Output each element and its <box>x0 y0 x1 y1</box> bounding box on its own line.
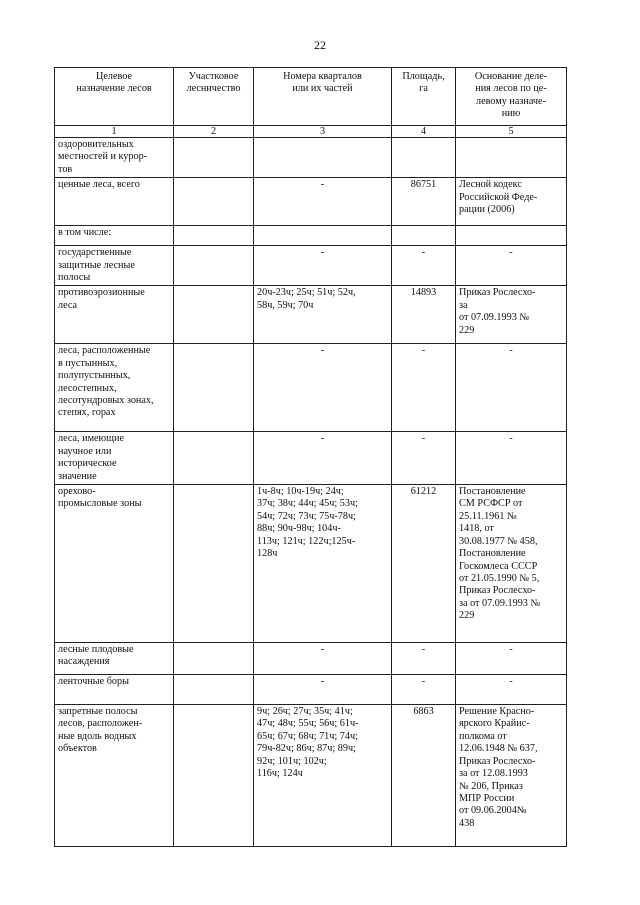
quarters-cell <box>254 178 392 226</box>
table-row <box>55 138 567 178</box>
area-cell-text: - <box>421 644 426 656</box>
header-quarters-text: Номера кварталов или их частей <box>283 71 362 95</box>
basis-cell <box>456 246 567 286</box>
column-number-row <box>55 126 567 138</box>
basis-cell-text: Лесной кодекс Российской Феде- рации (2006) <box>459 179 538 216</box>
quarters-cell-text: - <box>320 644 325 656</box>
table-row <box>55 675 567 705</box>
table-row <box>55 643 567 675</box>
district-cell <box>174 178 254 226</box>
district-cell <box>174 705 254 847</box>
basis-cell-text: Постановление СМ РСФСР от 25.11.1961 № 1418, от 30.08.1977 № 458, Постановление Госкомлеса СССР от 21.05.1990 № 5, Приказ Рослесхо- за от 07.09.1993 № 229 <box>459 486 541 622</box>
purpose-cell-text: леса, имеющие научное или историческое значение <box>58 433 124 482</box>
table-row <box>55 432 567 485</box>
purpose-cell <box>55 178 174 226</box>
area-cell-text: 14893 <box>410 287 437 299</box>
district-cell <box>174 485 254 643</box>
quarters-cell <box>254 705 392 847</box>
area-cell <box>392 246 456 286</box>
quarters-cell <box>254 226 392 246</box>
header-quarters <box>254 68 392 126</box>
purpose-cell <box>55 138 174 178</box>
purpose-cell <box>55 432 174 485</box>
basis-cell <box>456 705 567 847</box>
purpose-cell <box>55 226 174 246</box>
district-cell <box>174 344 254 432</box>
header-purpose <box>55 68 174 126</box>
district-cell <box>174 138 254 178</box>
header-area <box>392 68 456 126</box>
quarters-cell <box>254 432 392 485</box>
basis-cell <box>456 485 567 643</box>
basis-cell <box>456 286 567 344</box>
area-cell <box>392 485 456 643</box>
area-cell-text: 86751 <box>410 179 437 191</box>
area-cell <box>392 344 456 432</box>
purpose-cell <box>55 485 174 643</box>
quarters-cell-text: 20ч-23ч; 25ч; 51ч; 52ч, 58ч, 59ч; 70ч <box>257 287 356 311</box>
area-cell <box>392 226 456 246</box>
basis-cell-text: - <box>509 644 513 656</box>
quarters-cell-text: - <box>320 247 325 259</box>
quarters-cell <box>254 286 392 344</box>
column-number: 2 <box>174 126 254 138</box>
quarters-cell <box>254 485 392 643</box>
header-district <box>174 68 254 126</box>
purpose-cell <box>55 643 174 675</box>
area-cell <box>392 138 456 178</box>
district-cell <box>174 643 254 675</box>
column-number: 3 <box>254 126 392 138</box>
table-row <box>55 485 567 643</box>
purpose-cell <box>55 675 174 705</box>
table-row <box>55 226 567 246</box>
purpose-cell-text: государственные защитные лесные полосы <box>58 247 135 284</box>
area-cell-text: - <box>421 345 426 357</box>
quarters-cell-text: - <box>320 433 325 445</box>
area-cell-text: - <box>421 433 426 445</box>
purpose-cell-text: противоэрозионные леса <box>58 287 145 311</box>
table-row <box>55 178 567 226</box>
area-cell <box>392 178 456 226</box>
quarters-cell <box>254 675 392 705</box>
district-cell <box>174 432 254 485</box>
basis-cell <box>456 178 567 226</box>
basis-cell-text: - <box>509 676 513 688</box>
basis-cell <box>456 138 567 178</box>
basis-cell-text: Решение Красно- ярского Крайис- полкома от 12.06.1948 № 637, Приказ Рослесхо- за от 12.08.1993 № 206, Приказ МПР России от 09.06.2004№ 438 <box>459 706 538 829</box>
area-cell <box>392 675 456 705</box>
purpose-cell-text: оздоровительных местностей и курор- тов <box>58 139 148 175</box>
table-row <box>55 344 567 432</box>
header-area-text: Площадь, га <box>402 71 445 95</box>
purpose-cell <box>55 246 174 286</box>
basis-cell <box>456 432 567 485</box>
table-row <box>55 705 567 847</box>
purpose-cell-text: ценные леса, всего <box>58 179 140 191</box>
purpose-cell-text: ленточные боры <box>58 676 129 688</box>
area-cell-text: - <box>421 676 426 688</box>
basis-cell <box>456 226 567 246</box>
column-number: 4 <box>392 126 456 138</box>
table-body <box>55 138 567 847</box>
purpose-cell-text: в том числе: <box>58 227 112 239</box>
quarters-cell <box>254 246 392 286</box>
area-cell-text: 6863 <box>413 706 434 718</box>
quarters-cell-text: - <box>320 676 325 688</box>
quarters-cell-text: 1ч-8ч; 10ч-19ч; 24ч; 37ч; 38ч; 44ч; 45ч; 53ч; 54ч; 72ч; 73ч; 75ч-78ч; 88ч; 90ч-98ч; 104ч- 113ч; 121ч; 122ч;125ч- 128ч <box>257 486 358 560</box>
basis-cell <box>456 344 567 432</box>
purpose-cell-text: орехово- промысловые зоны <box>58 486 142 510</box>
quarters-cell-text: - <box>320 179 325 191</box>
basis-cell-text: - <box>509 247 513 259</box>
district-cell <box>174 246 254 286</box>
area-cell <box>392 432 456 485</box>
basis-cell-text: - <box>509 433 513 445</box>
header-district-text: Участковое лесничество <box>186 71 241 95</box>
purpose-cell-text: леса, расположенные в пустынных, полупустынных, лесостепных, лесотундровых зонах, степях, горах <box>58 345 154 419</box>
district-cell <box>174 226 254 246</box>
purpose-cell <box>55 705 174 847</box>
purpose-cell-text: лесные плодовые насаждения <box>58 644 134 668</box>
header-row <box>55 68 567 126</box>
table-row <box>55 286 567 344</box>
quarters-cell <box>254 138 392 178</box>
basis-cell-text: - <box>509 345 513 357</box>
purpose-cell-text: запретные полосы лесов, расположен- ные вдоль водных объектов <box>58 706 143 755</box>
quarters-cell-text: 9ч; 26ч; 27ч; 35ч; 41ч; 47ч; 48ч; 55ч; 56ч; 61ч- 65ч; 67ч; 68ч; 71ч; 74ч; 79ч-82ч; 86ч; 87ч; 89ч; 92ч; 101ч; 102ч; 116ч; 124ч <box>257 706 359 780</box>
area-cell <box>392 286 456 344</box>
basis-cell <box>456 675 567 705</box>
quarters-cell <box>254 344 392 432</box>
column-number: 1 <box>55 126 174 138</box>
district-cell <box>174 675 254 705</box>
header-purpose-text: Целевое назначение лесов <box>76 71 152 95</box>
purpose-cell <box>55 344 174 432</box>
page-number: 22 <box>314 38 326 52</box>
forest-purpose-table <box>54 67 567 847</box>
quarters-cell-text: - <box>320 345 325 357</box>
district-cell <box>174 286 254 344</box>
table-row <box>55 246 567 286</box>
header-basis-text: Основание деле- ния лесов по це- левому назначе- нию <box>474 71 548 120</box>
purpose-cell <box>55 286 174 344</box>
area-cell <box>392 643 456 675</box>
area-cell-text: - <box>421 247 426 259</box>
area-cell-text: 61212 <box>410 486 437 498</box>
column-number: 5 <box>456 126 567 138</box>
basis-cell-text: Приказ Рослесхо- за от 07.09.1993 № 229 <box>459 287 536 336</box>
area-cell <box>392 705 456 847</box>
basis-cell <box>456 643 567 675</box>
header-basis <box>456 68 567 126</box>
quarters-cell <box>254 643 392 675</box>
